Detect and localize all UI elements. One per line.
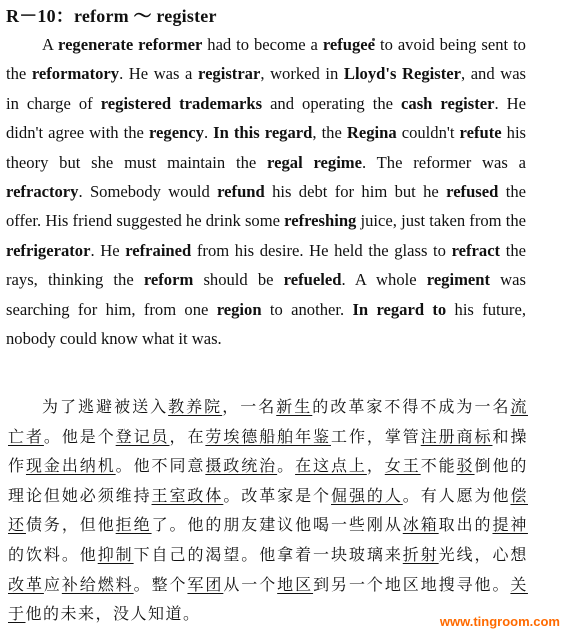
vocab-translation: 流亡者: [8, 397, 528, 446]
vocab-term: Regina: [346, 123, 397, 143]
text-run: 光线，心想: [438, 544, 528, 564]
text-run: his theory but she must maintain the: [6, 123, 527, 172]
text-run: 。: [277, 456, 296, 476]
vocab-term: refrained: [125, 240, 192, 260]
text-run: 债务，但他: [25, 515, 116, 535]
vocab-term: regal regime: [267, 152, 362, 172]
text-run: 他的未来，没人知道。: [25, 604, 201, 624]
vocab-translation: 女王: [384, 456, 421, 476]
text-run: 下自己的渴望。他拿着一块玻璃来: [133, 544, 403, 564]
vocab-translation: 倔强的人: [331, 485, 403, 505]
vocab-translation: 摄政统治: [205, 456, 278, 476]
text-run: had to become a: [202, 35, 323, 54]
text-run: . The reformer was a: [362, 152, 527, 172]
vocab-term: refund: [217, 182, 265, 202]
text-run: 。有人愿为他: [402, 485, 511, 505]
text-run: should be: [193, 270, 284, 290]
text-run: 为了逃避被送入: [42, 397, 169, 416]
english-paragraph-block: [6, 30, 526, 353]
section-title: R－10：reform ～ register: [6, 6, 217, 26]
vocab-translation: 现金出纳机: [25, 456, 116, 476]
vocab-translation: 军团: [187, 574, 224, 594]
vocab-term: regiment: [426, 270, 491, 290]
text-run: . He didn't agree with the: [6, 93, 526, 143]
text-run: from his desire. He held the glass to: [191, 240, 452, 260]
text-run: A: [42, 35, 58, 54]
vocab-translation: 偿还: [8, 485, 528, 535]
text-run: 取出的: [438, 515, 493, 535]
text-run: 。改革家是个: [223, 485, 331, 505]
text-run: to another.: [261, 299, 353, 319]
vocab-term: region: [216, 299, 262, 319]
vocab-translation: 登记员: [115, 426, 170, 446]
vocab-translation: 拒绝: [115, 515, 152, 535]
text-run: his future, nobody could know what it was.: [6, 299, 526, 349]
text-run: . He was a: [119, 64, 198, 84]
vocab-term: refract: [451, 240, 501, 260]
text-run: 应: [43, 574, 62, 594]
vocab-term: In regard to: [352, 299, 447, 319]
text-run: 了。他的朋友建议他喝一些刚从: [151, 515, 403, 535]
vocab-translation: 驳: [456, 456, 475, 476]
vocab-term: refused: [446, 182, 499, 202]
vocab-translation: 在这点上: [295, 456, 367, 476]
text-run: 倒他的理论但她必须维持: [8, 456, 528, 505]
vocab-translation: 新生: [276, 397, 313, 416]
text-run: was searching for him, from one: [6, 270, 526, 319]
text-run: 的饮料。他: [8, 544, 98, 564]
text-run: 从一个: [223, 574, 278, 594]
text-run: . Somebody would: [78, 182, 218, 202]
text-run: 不能: [420, 456, 457, 476]
vocab-term: In this regard: [213, 123, 313, 143]
text-run: ，一名: [222, 397, 277, 416]
vocab-term: refugee: [322, 35, 376, 54]
text-run: , the: [312, 123, 347, 143]
vocab-term: registrar: [198, 64, 261, 84]
vocab-term: refute: [459, 123, 502, 143]
text-run: couldn't: [396, 123, 460, 143]
vocab-term: refreshing: [284, 211, 357, 231]
text-run: 和操作: [8, 426, 528, 476]
vocab-translation: 提神: [492, 515, 528, 535]
text-run: . He: [90, 240, 126, 260]
text-run: the offer. His friend suggested he drink some: [6, 182, 526, 231]
text-run: 。整个: [133, 574, 188, 594]
text-run: ，: [366, 456, 385, 476]
text-run: the rays, thinking the: [6, 240, 526, 290]
text-run: 工作，掌管: [331, 426, 421, 446]
vocab-translation: 注册商标: [420, 426, 493, 446]
vocab-term: refractory: [6, 182, 79, 202]
text-run: 。他不同意: [115, 456, 206, 476]
text-run: juice, just taken from the: [356, 211, 526, 231]
text-run: 的改革家不得不成为一名: [312, 397, 511, 416]
vocab-translation: 改革: [8, 574, 44, 594]
vocab-translation: 关于: [8, 574, 528, 624]
text-run: 。他是个: [43, 426, 116, 446]
vocab-term: reform: [143, 270, 194, 290]
vocab-term: registered trademarks: [100, 93, 263, 113]
vocab-term: reformatory: [31, 64, 120, 84]
text-run: , worked in: [260, 64, 344, 84]
vocab-translation: 王室政体: [151, 485, 224, 505]
vocab-translation: 劳埃德船舶年鉴: [205, 426, 331, 446]
text-run: to avoid being sent to the: [6, 35, 526, 84]
text-run: , and was in charge of: [6, 64, 527, 113]
english-paragraph: [6, 30, 526, 353]
vocab-translation: 地区: [277, 574, 314, 594]
text-run: and operating the: [262, 93, 402, 113]
text-run: 到另一个地区地搜寻他。: [313, 574, 511, 594]
vocab-term: regenerate reformer: [58, 35, 203, 54]
site-watermark[interactable]: www.tingroom.com: [439, 614, 560, 629]
text-run: . A whole: [341, 270, 427, 290]
vocab-term: cash register: [401, 93, 495, 113]
vocab-translation: 冰箱: [402, 515, 439, 535]
text-run: his debt for him but he: [264, 182, 447, 202]
vocab-translation: 抑制: [97, 544, 134, 564]
vocab-translation: 折射: [402, 544, 439, 564]
vocab-term: Lloyd's Register: [343, 64, 461, 84]
vocab-term: regency: [148, 123, 204, 143]
text-run: ，在: [169, 426, 206, 446]
chinese-paragraph-block: [8, 392, 528, 629]
chinese-paragraph: [8, 392, 528, 629]
text-run: .: [203, 123, 214, 143]
vocab-term: refrigerator: [6, 240, 91, 260]
vocab-translation: 教养院: [168, 397, 223, 416]
vocab-term: refueled: [283, 270, 342, 290]
vocab-translation: 补给燃料: [61, 574, 134, 594]
